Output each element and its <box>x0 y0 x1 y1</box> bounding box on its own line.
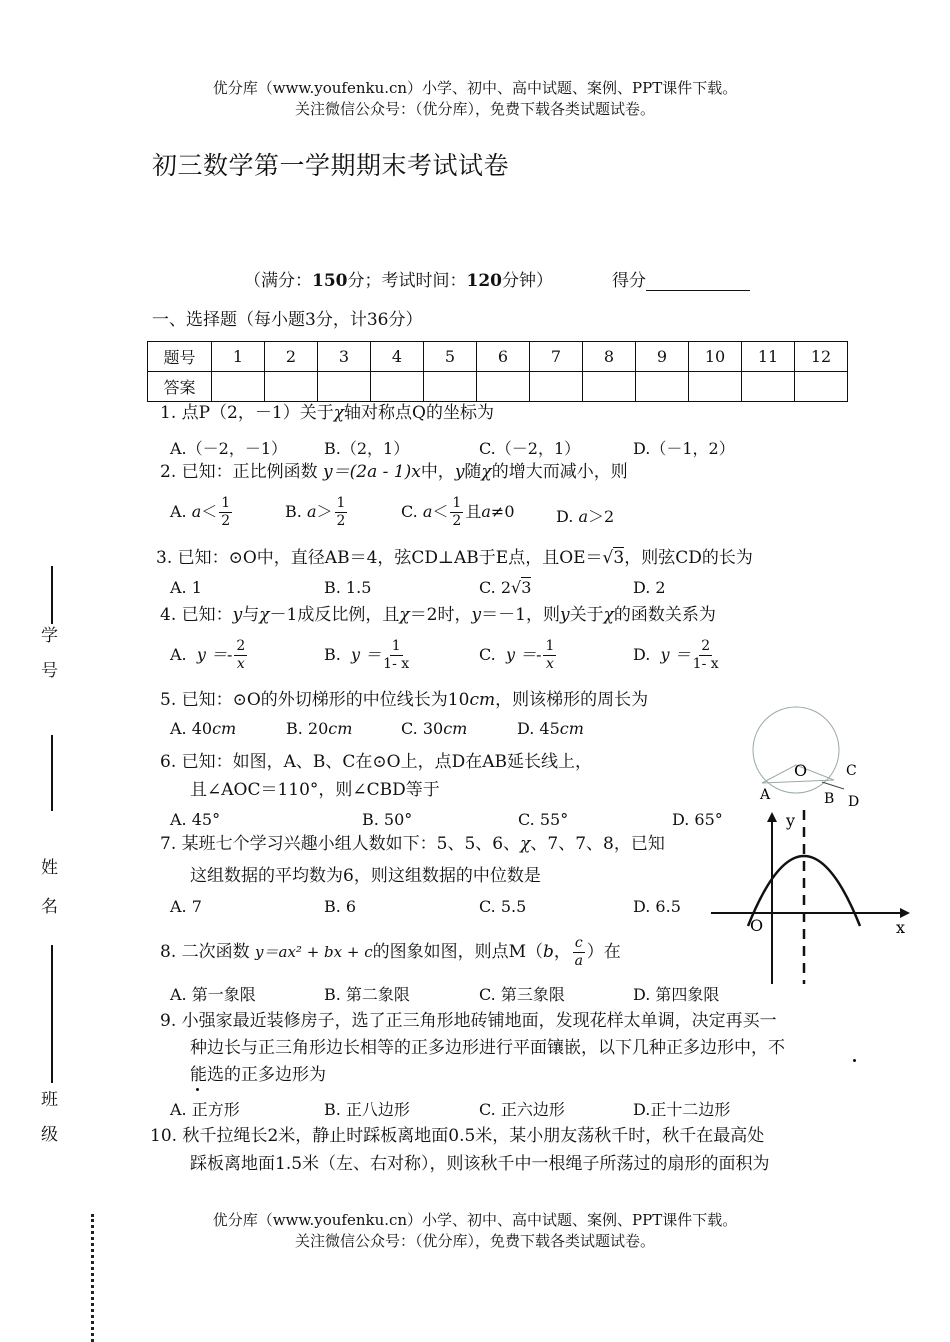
table-row-question-numbers <box>148 342 848 372</box>
q5-option-b: B. 20cm <box>286 719 353 738</box>
table-cell-num: 9 <box>636 342 689 372</box>
label-y: y <box>786 811 796 830</box>
question-9-line-2: 种边长与正三角形边长相等的正多边形进行平面镶嵌，以下几种正多边形中，不 <box>190 1038 785 1058</box>
x-axis-arrow <box>900 908 910 918</box>
answer-table <box>147 341 848 402</box>
emphasis-dot <box>196 1088 199 1091</box>
page-title: 初三数学第一学期期末考试试卷 <box>152 151 510 180</box>
y-axis-arrow <box>767 812 777 822</box>
q3-option-d: D. 2 <box>633 578 666 597</box>
emphasis-dot <box>853 1059 856 1062</box>
table-cell-num: 2 <box>265 342 318 372</box>
q4-option-c: C. y ＝- $\frac{1}{x}$ <box>479 638 555 672</box>
label-C: C <box>846 763 857 779</box>
q8-option-d: D. 第四象限 <box>633 985 720 1004</box>
table-cell-num: 11 <box>742 342 795 372</box>
table-cell-num: 7 <box>530 342 583 372</box>
q3-option-b: B. 1.5 <box>324 578 372 597</box>
footer-line-2: 关注微信公众号：（优分库），免费下载各类试题试卷。 <box>294 1232 655 1250</box>
q4-option-a: A. y ＝- $\frac{2}{x}$ <box>170 638 246 672</box>
question-7-line-2: 这组数据的平均数为6，则这组数据的中位数是 <box>190 866 541 886</box>
question-10-line-2: 踩板离地面1.5米（左、右对称），则该秋千中一根绳子所荡过的扇形的面积为 <box>190 1154 770 1174</box>
q5-option-d: D. 45cm <box>517 719 584 738</box>
q8-option-a: A. 第一象限 <box>170 985 256 1004</box>
question-9-line-3: 能选的正多边形为 <box>190 1065 326 1085</box>
side-line-3 <box>51 945 53 1083</box>
label-origin: O <box>750 916 764 935</box>
question-6-line-2: 且∠AOC＝110°，则∠CBD等于 <box>190 780 440 800</box>
exam-info: （满分：150分；考试时间：120分钟） <box>244 271 553 291</box>
header-line-1: 优分库（www.youfenku.cn）小学、初中、高中试题、案例、PPT课件下载。 <box>212 79 738 97</box>
answer-cell[interactable] <box>371 372 424 402</box>
sqrt-sign: √ <box>602 548 614 568</box>
answer-cell[interactable] <box>318 372 371 402</box>
parabola-figure <box>706 806 916 988</box>
fraction: $\frac{2}{x}$ <box>236 638 246 672</box>
q2-option-d: D. a＞2 <box>556 507 615 526</box>
table-cell-num: 1 <box>212 342 265 372</box>
label-O: O <box>794 761 808 780</box>
answer-cell[interactable] <box>689 372 742 402</box>
answer-cell[interactable] <box>583 372 636 402</box>
q9-option-b: B. 正八边形 <box>324 1100 410 1119</box>
table-cell-num: 6 <box>477 342 530 372</box>
q2-option-b: B. a＞ $\frac{1}{2}$ <box>285 495 346 529</box>
fraction: $\frac{1}{2}$ <box>452 495 462 529</box>
q7-option-d: D. 6.5 <box>633 897 681 916</box>
question-6-line-1: 6. 已知：如图，A、B、C在⊙O上，点D在AB延长线上， <box>160 752 592 772</box>
answer-cell[interactable] <box>742 372 795 402</box>
q8-option-c: C. 第三象限 <box>479 985 565 1004</box>
q3-option-a: A. 1 <box>170 578 202 597</box>
table-header-label: 题号 <box>148 342 212 372</box>
table-row-answers <box>148 372 848 402</box>
side-line-2 <box>51 735 53 811</box>
table-cell-num: 5 <box>424 342 477 372</box>
table-answer-label: 答案 <box>148 372 212 402</box>
score-field: 得分 <box>612 266 750 291</box>
table-cell-num: 8 <box>583 342 636 372</box>
answer-cell[interactable] <box>424 372 477 402</box>
fraction: $\frac{1}{1- x}$ <box>383 638 410 672</box>
side-label-name: 姓名 <box>37 858 57 936</box>
fraction: $\frac{1}{2}$ <box>221 495 231 529</box>
q9-option-a: A. 正方形 <box>170 1100 240 1119</box>
q2-option-a: A. a＜ $\frac{1}{2}$ <box>170 495 231 529</box>
question-9-line-1: 9. 小强家最近装修房子，选了正三角形地砖铺地面，发现花样太单调，决定再买一 <box>160 1011 777 1031</box>
question-10-line-1: 10. 秋千拉绳长2米，静止时踩板离地面0.5米，某小朋友荡秋千时，秋千在最高处 <box>150 1126 765 1146</box>
question-8: 8. 二次函数 y＝ax² + bx + c的图象如图，则点M（b， $\frac{c}{a}$ ）在 <box>160 935 621 969</box>
q9-option-c: C. 正六边形 <box>479 1100 565 1119</box>
q6-option-b: B. 50° <box>362 810 413 829</box>
q3-option-c: C. 2√3 <box>479 578 532 597</box>
q6-option-c: C. 55° <box>518 810 569 829</box>
extension-line <box>822 782 844 789</box>
side-line-1 <box>51 566 53 624</box>
q6-option-d: D. 65° <box>672 810 723 829</box>
fraction: $\frac{1}{x}$ <box>545 638 555 672</box>
section-heading-1: 一、选择题（每小题3分，计36分） <box>152 310 423 330</box>
q1-option-c: C.（－2，1） <box>479 439 581 458</box>
q5-option-a: A. 40cm <box>170 719 237 738</box>
q8-option-b: B. 第二象限 <box>324 985 410 1004</box>
q7-option-a: A. 7 <box>170 897 202 916</box>
q2-option-c: C. a＜ $\frac{1}{2}$ 且a≠0 <box>401 495 515 529</box>
q1-option-a: A.（－2，－1） <box>170 439 288 458</box>
answer-cell[interactable] <box>795 372 848 402</box>
q1-option-d: D.（－1，2） <box>633 439 735 458</box>
answer-cell[interactable] <box>636 372 689 402</box>
answer-cell[interactable] <box>477 372 530 402</box>
fraction: $\frac{1}{2}$ <box>336 495 346 529</box>
question-1: 1. 点P（2，－1）关于χ轴对称点Q的坐标为 <box>160 403 494 423</box>
q9-option-d: D.正十二边形 <box>633 1100 731 1119</box>
answer-cell[interactable] <box>265 372 318 402</box>
table-cell-num: 4 <box>371 342 424 372</box>
label-B: B <box>824 791 835 807</box>
question-7-line-1: 7. 某班七个学习兴趣小组人数如下：5、5、6、χ、7、7、8，已知 <box>160 834 665 854</box>
circle-figure <box>748 703 868 813</box>
label-D: D <box>848 794 860 810</box>
question-2: 2. 已知：正比例函数 y＝(2a - 1)x中，y随χ的增大而减小，则 <box>160 462 628 482</box>
q5-option-c: C. 30cm <box>401 719 468 738</box>
footer-line-1: 优分库（www.youfenku.cn）小学、初中、高中试题、案例、PPT课件下载。 <box>212 1211 738 1229</box>
q6-option-a: A. 45° <box>170 810 221 829</box>
label-A: A <box>760 787 771 803</box>
q4-option-d: D. y ＝ $\frac{2}{1- x}$ <box>633 638 719 672</box>
table-cell-num: 3 <box>318 342 371 372</box>
q1-option-b: B.（2，1） <box>324 439 410 458</box>
answer-cell[interactable] <box>530 372 583 402</box>
table-cell-num: 12 <box>795 342 848 372</box>
q4-option-b: B. y ＝ $\frac{1}{1- x}$ <box>324 638 410 672</box>
side-label-student-id: 学号 <box>37 626 57 696</box>
fraction: $\frac{c}{a}$ <box>574 935 583 969</box>
q7-option-b: B. 6 <box>324 897 357 916</box>
side-label-class: 班级 <box>37 1090 57 1160</box>
question-4: 4. 已知：y与χ－1成反比例，且χ＝2时，y＝－1，则y关于χ的函数关系为 <box>160 605 716 625</box>
score-blank[interactable] <box>646 272 750 291</box>
question-3: 3. 已知：⊙O中，直径AB＝4，弦CD⊥AB于E点，且OE＝√3，则弦CD的长为 <box>156 548 753 568</box>
fraction: $\frac{2}{1- x}$ <box>692 638 719 672</box>
table-cell-num: 10 <box>689 342 742 372</box>
q7-option-c: C. 5.5 <box>479 897 527 916</box>
header-line-2: 关注微信公众号：（优分库），免费下载各类试题试卷。 <box>294 100 655 118</box>
label-x: x <box>896 918 906 937</box>
question-5: 5. 已知：⊙O的外切梯形的中位线长为10cm，则该梯形的周长为 <box>160 690 649 710</box>
answer-cell[interactable] <box>212 372 265 402</box>
